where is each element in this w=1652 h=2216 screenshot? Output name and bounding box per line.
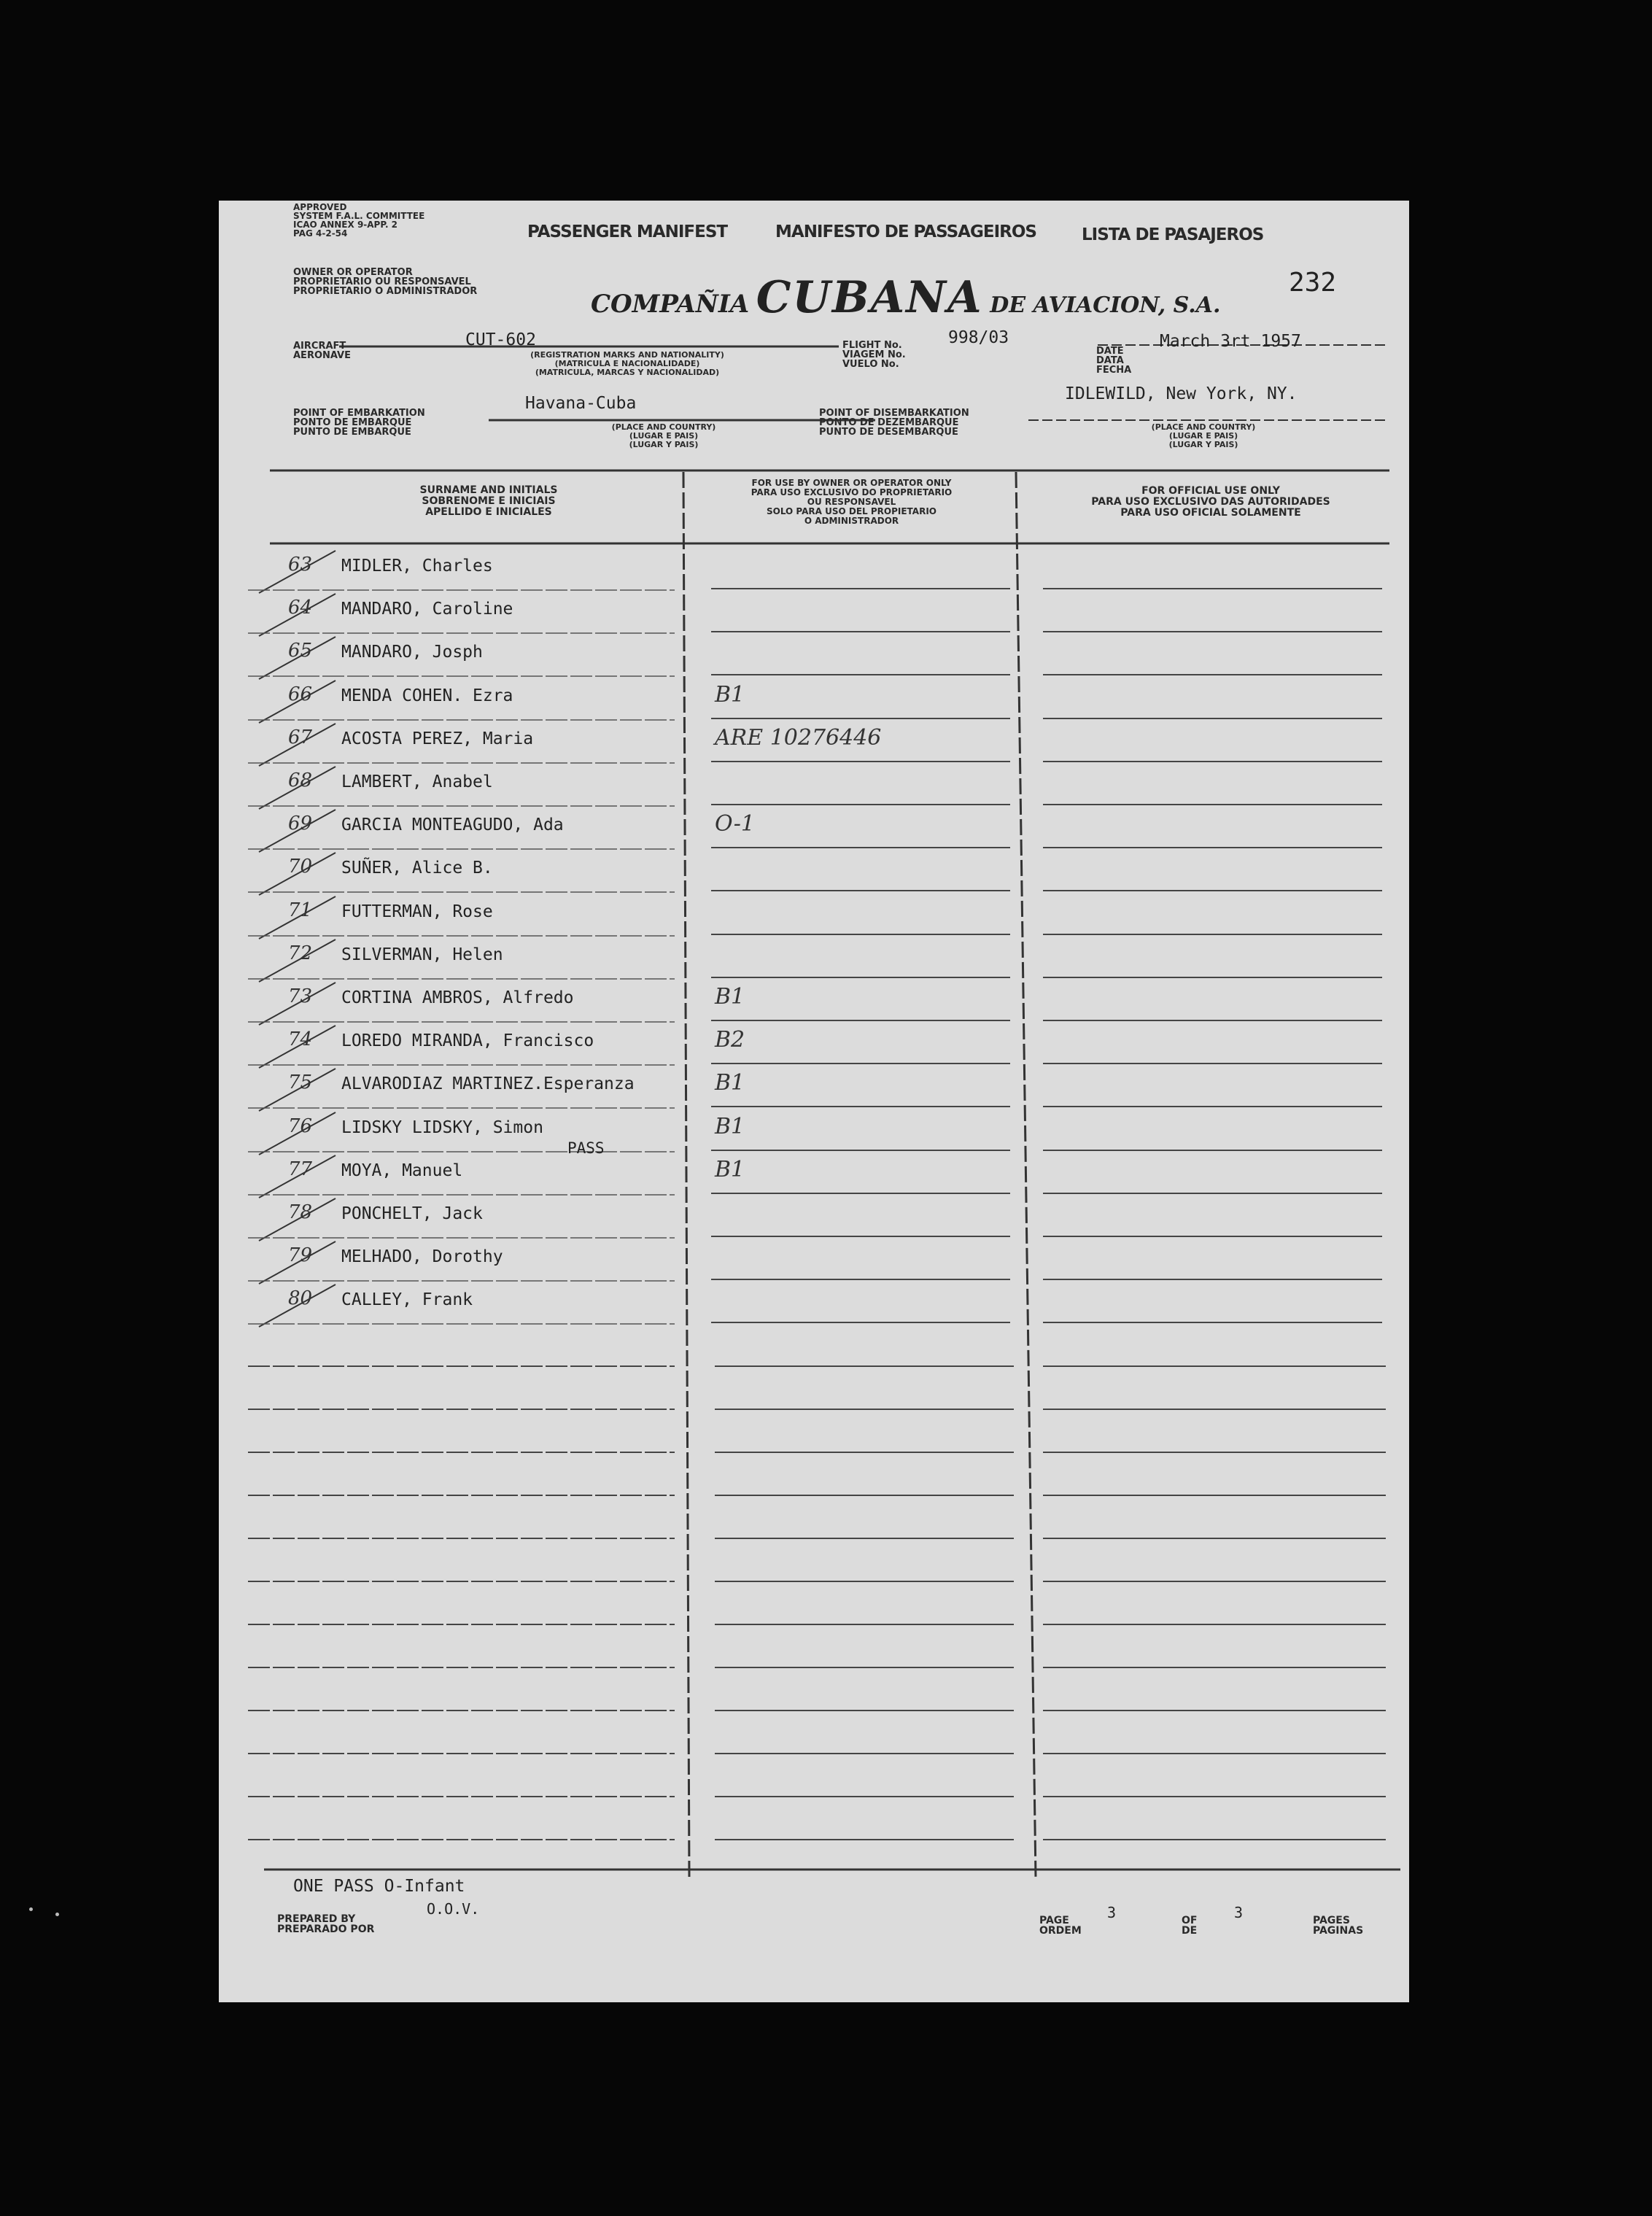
company-name-prefix: COMPAÑIA xyxy=(591,290,750,319)
passenger-number: 76 xyxy=(288,1115,313,1137)
title-english: PASSENGER MANIFEST xyxy=(527,222,728,241)
passenger-name: ALVARODIAZ MARTINEZ.Esperanza xyxy=(341,1074,635,1093)
flight-value: 998/03 xyxy=(948,328,1009,347)
table-row xyxy=(219,725,1409,754)
passenger-name: FUTTERMAN, Rose xyxy=(341,902,493,921)
passenger-remark: B1 xyxy=(715,1070,745,1096)
page-label: PAGE ORDEM xyxy=(1039,1915,1082,1937)
table-row xyxy=(219,638,1409,667)
passenger-name: MOYA, Manuel xyxy=(341,1161,463,1180)
table-row xyxy=(219,984,1409,1013)
embark-place-sublabel: (PLACE AND COUNTRY) (LUGAR E PAIS) (LUGAR Y PAIS) xyxy=(611,422,716,449)
table-row xyxy=(219,1286,1409,1315)
passenger-number: 80 xyxy=(288,1287,313,1309)
scan-speck xyxy=(29,1907,33,1911)
passenger-number: 64 xyxy=(288,597,313,619)
passenger-name: SILVERMAN, Helen xyxy=(341,945,503,964)
pages-label: PAGES PAGINAS xyxy=(1313,1915,1364,1937)
table-row xyxy=(219,1243,1409,1272)
passenger-name: LIDSKY LIDSKY, Simon xyxy=(341,1118,543,1137)
table-row xyxy=(219,768,1409,797)
table-row xyxy=(219,941,1409,970)
passenger-number: 69 xyxy=(288,813,313,834)
column-header-owner-use: FOR USE BY OWNER OR OPERATOR ONLY PARA USO EXCLUSIVO DO PROPRIETARIO OU RESPONSAVEL SOLO PARA USO DEL PROPIETARIO O ADMINISTRADOR xyxy=(751,478,953,526)
passenger-remark: ARE 10276446 xyxy=(715,725,882,751)
scan-speck xyxy=(55,1913,59,1916)
passenger-number: 74 xyxy=(288,1028,313,1050)
passenger-name: CALLEY, Frank xyxy=(341,1290,473,1309)
passenger-remark: B1 xyxy=(715,1157,745,1182)
aircraft-sublabel: (REGISTRATION MARKS AND NATIONALITY) (MATRICULA E NACIONALIDADE) (MATRICULA, MARCAS Y NACIONALIDAD) xyxy=(530,350,724,377)
passenger-remark: B1 xyxy=(715,984,745,1010)
table-row xyxy=(219,854,1409,883)
passenger-number: 68 xyxy=(288,770,313,791)
page-stamp-number: 232 xyxy=(1289,268,1337,298)
passenger-number: 65 xyxy=(288,640,313,662)
date-label: DATE DATA FECHA xyxy=(1096,346,1132,376)
flight-label: FLIGHT No. VIAGEM No. VUELO No. xyxy=(842,340,906,370)
company-logo xyxy=(591,272,1220,323)
passenger-number: 78 xyxy=(288,1201,313,1223)
page-value: 3 xyxy=(1107,1904,1117,1921)
passenger-name: LAMBERT, Anabel xyxy=(341,772,493,791)
of-label: OF DE xyxy=(1182,1915,1198,1937)
company-name-suffix: DE AVIACION, S.A. xyxy=(990,293,1221,318)
approval-block: APPROVED SYSTEM F.A.L. COMMITTEE ICAO ANNEX 9-APP. 2 PAG 4-2-54 xyxy=(293,202,425,239)
aircraft-label: AIRCRAFT AERONAVE xyxy=(293,341,352,361)
passenger-number: 70 xyxy=(288,856,313,878)
passenger-name: GARCIA MONTEAGUDO, Ada xyxy=(341,815,564,834)
owner-label: OWNER OR OPERATOR PROPRIETARIO OU RESPONSAVEL PROPRIETARIO O ADMINISTRADOR xyxy=(293,267,478,297)
passenger-name: ACOSTA PEREZ, Maria xyxy=(341,729,534,748)
of-value: 3 xyxy=(1234,1904,1244,1921)
passenger-remark: B2 xyxy=(715,1027,745,1053)
passenger-name: MANDARO, Josph xyxy=(341,643,483,662)
passenger-remark: B1 xyxy=(715,1114,745,1139)
passenger-number: 63 xyxy=(288,554,313,576)
footer-summary: ONE PASS O-Infant xyxy=(293,1877,465,1896)
table-row xyxy=(219,898,1409,927)
form-rules xyxy=(219,201,1409,2002)
disembark-label: POINT OF DISEMBARKATION PONTO DE DEZEMBARQUE PUNTO DE DESEMBARQUE xyxy=(819,408,969,438)
table-row xyxy=(219,1157,1409,1186)
passenger-number: 71 xyxy=(288,899,313,921)
passenger-name: LOREDO MIRANDA, Francisco xyxy=(341,1031,594,1050)
disembark-value: IDLEWILD, New York, NY. xyxy=(1065,384,1298,403)
passenger-name: MIDLER, Charles xyxy=(341,557,493,576)
passenger-number: 67 xyxy=(288,727,313,748)
prepared-by-label: PREPARED BY PREPARADO POR xyxy=(277,1913,375,1935)
passenger-name: PONCHELT, Jack xyxy=(341,1204,483,1223)
passenger-name: SUÑER, Alice B. xyxy=(341,859,493,878)
company-name-main: CUBANA xyxy=(756,272,983,323)
table-row xyxy=(219,1114,1409,1143)
table-row xyxy=(219,595,1409,624)
table-row xyxy=(219,552,1409,581)
passenger-number: 73 xyxy=(288,985,313,1007)
table-row xyxy=(219,1200,1409,1229)
pass-annotation: PASS xyxy=(567,1139,605,1157)
column-header-surname: SURNAME AND INITIALS SOBRENOME E INICIAIS APELLIDO E INICIALES xyxy=(419,484,558,518)
passenger-number: 72 xyxy=(288,942,313,964)
table-row xyxy=(219,1070,1409,1099)
aircraft-value: CUT-602 xyxy=(465,330,536,349)
manifest-sheet xyxy=(219,201,1409,2002)
title-spanish: LISTA DE PASAJEROS xyxy=(1082,225,1264,244)
prepared-by-initials: O.O.V. xyxy=(427,1900,480,1918)
passenger-name: MANDARO, Caroline xyxy=(341,600,513,619)
disembark-place-sublabel: (PLACE AND COUNTRY) (LUGAR E PAIS) (LUGAR Y PAIS) xyxy=(1151,422,1256,449)
column-header-official-use: FOR OFFICIAL USE ONLY PARA USO EXCLUSIVO DAS AUTORIDADES PARA USO OFICIAL SOLAMENTE xyxy=(1091,485,1330,519)
passenger-name: MELHADO, Dorothy xyxy=(341,1247,503,1266)
passenger-number: 66 xyxy=(288,683,313,705)
passenger-number: 75 xyxy=(288,1072,313,1093)
passenger-name: CORTINA AMBROS, Alfredo xyxy=(341,988,574,1007)
table-row xyxy=(219,1027,1409,1056)
passenger-remark: O-1 xyxy=(715,811,755,837)
embark-label: POINT OF EMBARKATION PONTO DE EMBARQUE PUNTO DE EMBARQUE xyxy=(293,408,425,438)
date-value: March 3rt 1957 xyxy=(1160,332,1301,351)
passenger-number: 79 xyxy=(288,1244,313,1266)
title-portuguese: MANIFESTO DE PASSAGEIROS xyxy=(775,222,1036,241)
table-row xyxy=(219,682,1409,711)
passenger-name: MENDA COHEN. Ezra xyxy=(341,686,513,705)
embark-value: Havana-Cuba xyxy=(525,394,637,413)
table-row xyxy=(219,811,1409,840)
passenger-remark: B1 xyxy=(715,682,745,708)
passenger-number: 77 xyxy=(288,1158,313,1180)
